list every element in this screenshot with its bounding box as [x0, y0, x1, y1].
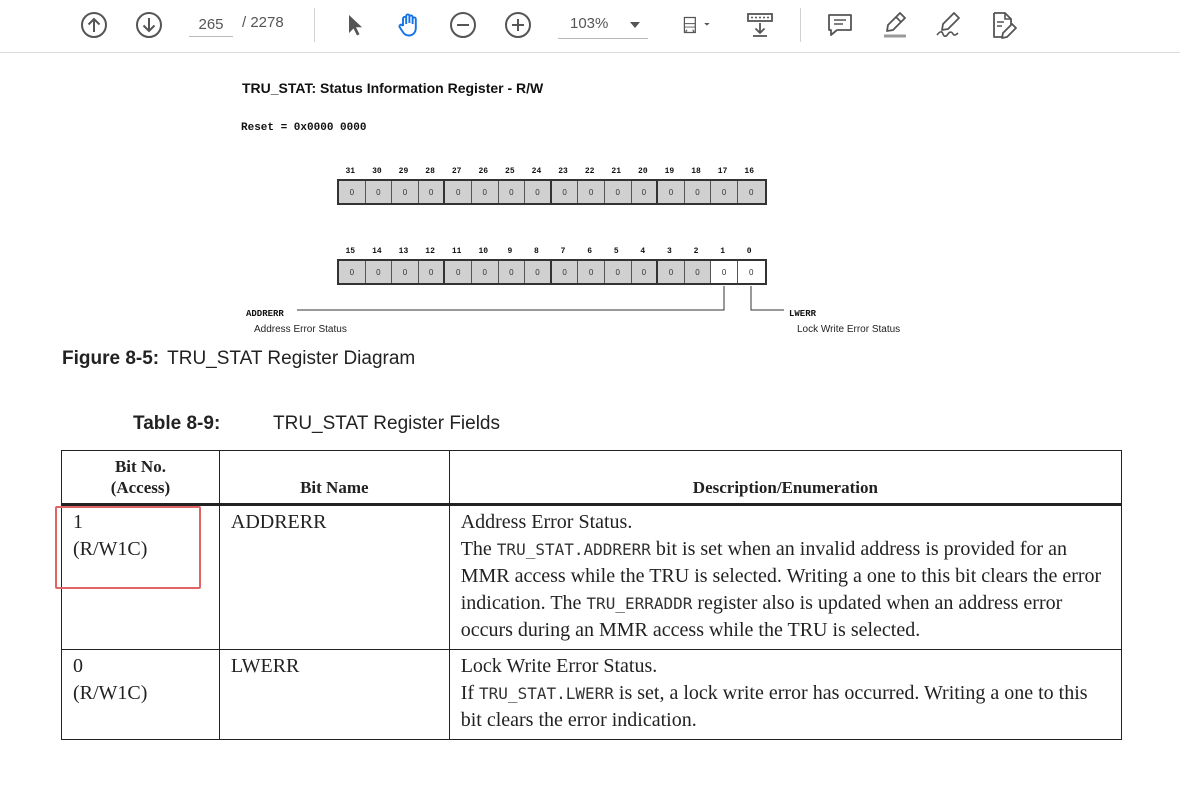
bit-number-label: 8	[534, 247, 539, 256]
cell-bit-name: ADDRERR	[219, 505, 449, 650]
bit-cell: 0	[658, 181, 685, 203]
bit-number-label: 21	[611, 167, 622, 176]
edit-pdf-icon[interactable]	[986, 8, 1020, 42]
cell-description	[449, 505, 1121, 650]
table-caption-text: TRU_STAT Register Fields	[273, 413, 500, 434]
highlight-icon[interactable]	[878, 8, 912, 42]
field-desc-lwerr: Lock Write Error Status	[797, 324, 901, 335]
desc-text: bit is set when an invalid address is provided for an MMR access while the TRU is selected. Writing a one to this bit clears the error indication. The	[460, 538, 1102, 614]
page-total: / 2278	[242, 14, 284, 31]
lower-bit-numbers	[337, 247, 767, 259]
bit-number-label: 27	[451, 167, 462, 176]
bit-cell: 0	[445, 261, 472, 283]
bit-cell: 0	[711, 181, 738, 203]
table-header-row	[62, 451, 1122, 505]
bit-number-label: 10	[478, 247, 489, 256]
fit-page-icon[interactable]	[672, 8, 720, 42]
bit-cell: 0	[472, 261, 499, 283]
zoom-in-icon[interactable]	[501, 8, 535, 42]
comment-icon[interactable]	[823, 8, 857, 42]
upper-bit-numbers	[337, 167, 767, 179]
bit-number-label: 11	[451, 247, 462, 256]
register-fields-table	[61, 450, 1122, 740]
header-description: Description/Enumeration	[449, 451, 1121, 505]
table-caption	[133, 413, 500, 435]
chevron-down-icon	[630, 22, 640, 28]
toolbar-separator	[314, 8, 315, 42]
bit-number-label: 30	[372, 167, 382, 176]
bit-cell: 0	[748, 187, 754, 197]
desc-code: TRU_ERRADDR	[586, 594, 693, 613]
bit-cell: 0	[632, 181, 659, 203]
bit-number-label: 17	[717, 167, 728, 176]
arrow-up-circle-icon[interactable]	[77, 8, 111, 42]
table-label: Table 8-9:	[133, 413, 221, 434]
bit-cell: 0	[685, 181, 712, 203]
toolbar-separator	[800, 8, 801, 42]
bit-cell: 0	[578, 181, 605, 203]
bit-cell: 0	[339, 261, 366, 283]
register-reset: Reset = 0x0000 0000	[241, 122, 367, 134]
figure-label: Figure 8-5:	[62, 348, 160, 369]
bit-number: 0	[73, 655, 83, 677]
bit-cell: 0	[605, 261, 632, 283]
bit-number-label: 29	[398, 167, 409, 176]
highlight-box	[55, 506, 201, 589]
bit-cell: 0	[552, 261, 579, 283]
bit-cell: 0	[366, 181, 393, 203]
cell-description	[449, 650, 1121, 740]
bit-cell: 0	[738, 261, 765, 283]
figure-text: TRU_STAT Register Diagram	[167, 348, 416, 369]
bit-cell: 0	[392, 181, 419, 203]
bit-cell: 0	[339, 181, 366, 203]
bit-cell: 0	[419, 261, 446, 283]
page-number-input[interactable]	[189, 12, 233, 37]
bit-access: (R/W1C)	[73, 538, 148, 560]
bit-number: 1	[73, 511, 83, 533]
bit-number-label: 16	[744, 167, 754, 176]
bit-cell: 0	[445, 181, 472, 203]
bit-number-label: 20	[638, 167, 648, 176]
bit-cell: 0	[499, 181, 526, 203]
bit-number-label: 4	[640, 247, 646, 256]
desc-code: TRU_STAT.ADDRERR	[496, 540, 651, 559]
desc-text: The	[460, 538, 497, 560]
bit-number-label: 6	[587, 247, 593, 256]
bit-number-label: 22	[584, 167, 595, 176]
bit-number-label: 12	[425, 247, 435, 256]
bit-number-label: 3	[667, 247, 672, 256]
sign-icon[interactable]	[932, 8, 966, 42]
cell-bit-access	[62, 650, 220, 740]
register-title: TRU_STAT: Status Information Register - R/W	[242, 80, 544, 96]
bit-cell: 0	[658, 261, 685, 283]
table-row	[62, 650, 1122, 740]
bit-cell: 0	[578, 261, 605, 283]
desc-text: If	[460, 682, 480, 704]
header-bit-no-line1: Bit No.	[114, 457, 166, 476]
select-arrow-icon[interactable]	[337, 8, 371, 42]
bit-cell: 0	[366, 261, 393, 283]
bit-number-label: 9	[507, 247, 513, 256]
bit-cell: 0	[525, 181, 552, 203]
bit-number-label: 13	[398, 247, 409, 256]
bit-number-label: 31	[345, 167, 356, 176]
desc-title: Address Error Status.	[460, 511, 633, 533]
bit-number-label: 7	[560, 247, 566, 256]
bit-cell: 0	[711, 261, 738, 283]
bit-number-label: 25	[505, 167, 515, 176]
bit-cell: 0	[685, 261, 712, 283]
bit-access: (R/W1C)	[73, 682, 148, 704]
scroll-mode-icon[interactable]	[743, 8, 777, 42]
cell-bit-name: LWERR	[219, 650, 449, 740]
bit-number-label: 26	[478, 167, 489, 176]
arrow-down-circle-icon[interactable]	[132, 8, 166, 42]
upper-bit-row	[337, 179, 767, 205]
header-bit-no	[62, 451, 220, 505]
zoom-dropdown[interactable]	[558, 10, 648, 39]
header-bit-no-line2: (Access)	[110, 478, 171, 497]
bit-number-label: 23	[558, 167, 568, 176]
bit-number-label: 5	[613, 247, 619, 256]
header-bit-name: Bit Name	[219, 451, 449, 505]
bit-number-label: 14	[372, 247, 382, 256]
field-name-lwerr: LWERR	[789, 309, 817, 319]
bit-cell: 0	[499, 261, 526, 283]
bit-number-label: 1	[720, 247, 726, 256]
bit-cell: 0	[525, 261, 552, 283]
bit-cell: 0	[472, 181, 499, 203]
field-leader-lines	[0, 280, 1180, 320]
bit-number-label: 24	[531, 167, 542, 176]
bit-number-label: 2	[693, 247, 699, 256]
figure-caption	[62, 348, 415, 370]
bit-cell: 0	[419, 181, 446, 203]
bit-number-label: 28	[425, 167, 435, 176]
desc-text: register also is updated when an address error occurs during an MMR access while the TRU is selected.	[460, 592, 1063, 641]
desc-text: is set, a lock write error has occurred. Writing a one to this bit clears the error indication.	[460, 682, 1088, 731]
bit-number-label: 0	[746, 247, 752, 256]
bit-cell: 0	[552, 181, 579, 203]
bit-cell: 0	[632, 261, 659, 283]
desc-code: TRU_STAT.LWERR	[479, 684, 614, 703]
field-desc-addrerr: Address Error Status	[254, 324, 347, 335]
field-name-addrerr: ADDRERR	[246, 309, 284, 319]
hand-icon[interactable]	[392, 8, 426, 42]
zoom-out-icon[interactable]	[446, 8, 480, 42]
table-row	[62, 505, 1122, 650]
bit-cell: 0	[392, 261, 419, 283]
zoom-value: 103%	[570, 15, 609, 32]
bit-number-label: 15	[345, 247, 356, 256]
bit-number-label: 19	[664, 167, 675, 176]
desc-title: Lock Write Error Status.	[460, 655, 658, 677]
bit-number-label: 18	[691, 167, 701, 176]
toolbar	[0, 0, 1180, 53]
bit-cell: 0	[605, 181, 632, 203]
